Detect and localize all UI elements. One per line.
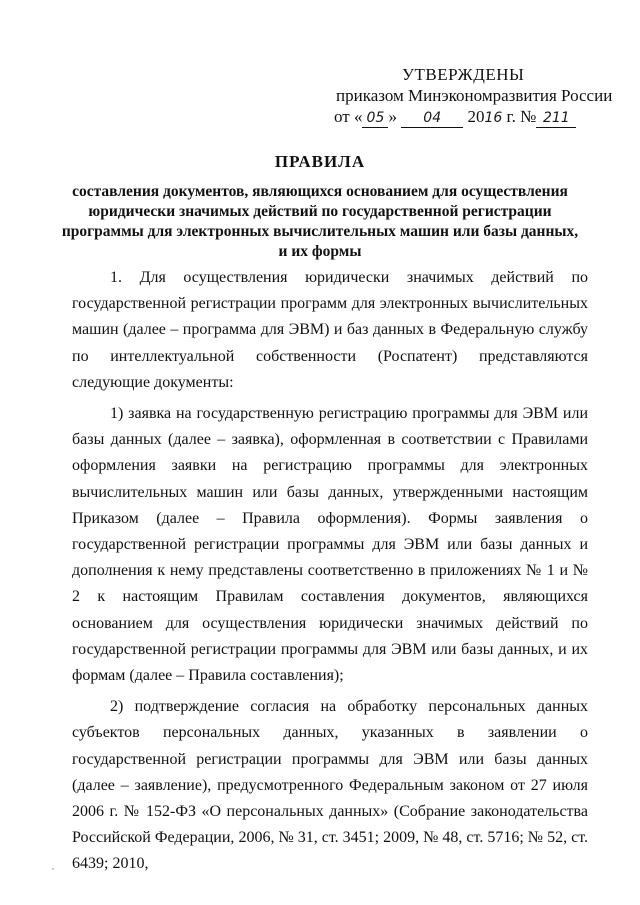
scan-speck [52, 868, 54, 870]
document-body [72, 265, 588, 878]
date-prefix: от « [334, 107, 363, 126]
handwritten-day: 05 [362, 110, 388, 128]
approval-order-line: приказом Минэкономразвития России [336, 86, 613, 105]
paragraph: 1) заявка на государственную регистрацию программы для ЭВМ или базы данных (далее – заявка), оформленная в соответствии с Правилами оформления заявки на регистрацию программы для электронных вычислительных машин или базы данных, утвержденными настоящим Приказом (далее – Правила оформления). Формы заявления о государственной регистрации программы для ЭВМ или базы данных и дополнения к нему представлены соответственно в приложениях № 1 и № 2 к настоящим Правилам составления документов, являющихся основанием для осуществления юридически значимых действий по государственной регистрации программы для ЭВМ или базы данных, и их формам (далее – Правила составления); [72, 405, 588, 685]
paragraph: 2) подтверждение согласия на обработку персональных данных субъектов персональных данных, указанных в заявлении о государственной регистрации программы для ЭВМ или базы данных (далее – заявление), предусмотренного Федеральным законом от 27 июля 2006 г. № 152-ФЗ «О персональных данных» (Собрание законодательства Российской Федерации, 2006, № 31, ст. 3451; 2009, № 48, ст. 5716; № 52, ст. 6439; 2010, [72, 698, 588, 873]
approval-heading: УТВЕРЖДЕНЫ [402, 65, 525, 84]
date-close: » [388, 107, 397, 126]
handwritten-month: 04 [401, 110, 463, 128]
handwritten-year-suffix: 16 [484, 110, 503, 126]
approval-date-line [334, 106, 624, 129]
number-sign: № [520, 107, 537, 126]
year-unit: г. [506, 107, 516, 126]
year-prefix: 20 [467, 107, 485, 126]
handwritten-order-number: 211 [536, 110, 576, 128]
paragraph: 1. Для осуществления юридически значимых действий по государственной регистрации программ для электронных вычислительных машин (далее – программа для ЭВМ) и баз данных в Федеральную службу по интеллектуальной собственности (Роспатент) представляются следующие документы: [72, 269, 588, 391]
document-title: ПРАВИЛА [274, 152, 366, 171]
approval-block [334, 64, 624, 129]
document-subtitle: составления документов, являющихся основанием для осуществления юридически значимых действий по государственной регистрации программы для электронных вычислительных машин или базы данных, и их формы [61, 183, 579, 260]
